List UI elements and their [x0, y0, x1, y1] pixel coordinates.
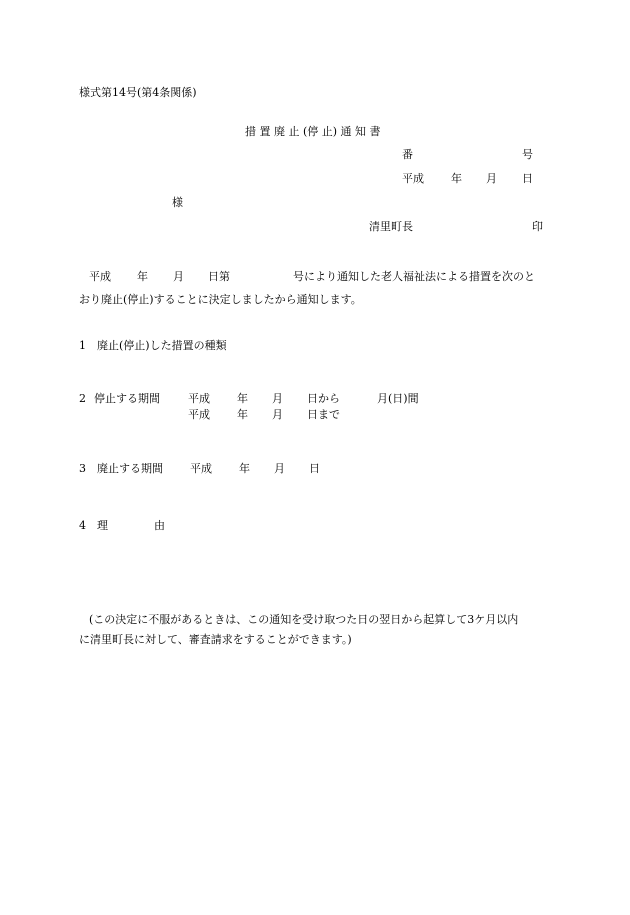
item2-to-year: 年: [237, 408, 248, 421]
body-text-line1: 号により通知した老人福祉法による措置を次のと: [293, 270, 535, 283]
form-label: 様式第14号(第4条関係): [79, 86, 197, 99]
date-era: 平成: [402, 172, 424, 185]
item2-to-era: 平成: [188, 408, 210, 421]
item3-number: 3: [79, 462, 86, 475]
number-label: 番: [402, 148, 413, 161]
seal-mark: 印: [532, 220, 543, 233]
item2-label: 停止する期間: [94, 392, 160, 405]
body-era: 平成: [89, 270, 111, 283]
item2-from-year: 年: [237, 392, 248, 405]
item4-label-reason-b: 由: [154, 519, 165, 532]
number-suffix: 号: [522, 148, 533, 161]
sender-name: 清里町長: [369, 220, 413, 233]
item2-from-era: 平成: [188, 392, 210, 405]
body-year: 年: [137, 270, 148, 283]
item3-year: 年: [239, 462, 250, 475]
item1-label: 廃止(停止)した措置の種類: [97, 339, 227, 352]
appeal-notice-line2: に清里町長に対して、審査請求をすることができます。): [79, 633, 352, 646]
item4-label-reason-a: 理: [97, 519, 108, 532]
document-title: 措 置 廃 止 (停 止) 通 知 書: [245, 125, 381, 138]
body-text-line2: おり廃止(停止)することに決定しましたから通知します。: [79, 293, 362, 306]
date-year: 年: [451, 172, 462, 185]
item2-months-days: 月(日)間: [377, 392, 419, 405]
item4-number: 4: [79, 519, 86, 532]
item3-month: 月: [274, 462, 285, 475]
date-day: 日: [522, 172, 533, 185]
body-month: 月: [173, 270, 184, 283]
item2-from-day: 日から: [307, 392, 340, 405]
item2-to-day: 日まで: [307, 408, 340, 421]
item2-from-month: 月: [272, 392, 283, 405]
item3-day: 日: [309, 462, 320, 475]
item2-to-month: 月: [272, 408, 283, 421]
appeal-notice-line1: (この決定に不服があるときは、この通知を受け取つた日の翌日から起算して3ケ月以内: [89, 613, 519, 626]
body-day-no: 日第: [208, 270, 230, 283]
item1-number: 1: [79, 339, 86, 352]
item3-era: 平成: [190, 462, 212, 475]
item2-number: 2: [79, 392, 86, 405]
addressee-suffix: 様: [172, 196, 183, 209]
date-month: 月: [486, 172, 497, 185]
item3-label: 廃止する期間: [97, 462, 163, 475]
